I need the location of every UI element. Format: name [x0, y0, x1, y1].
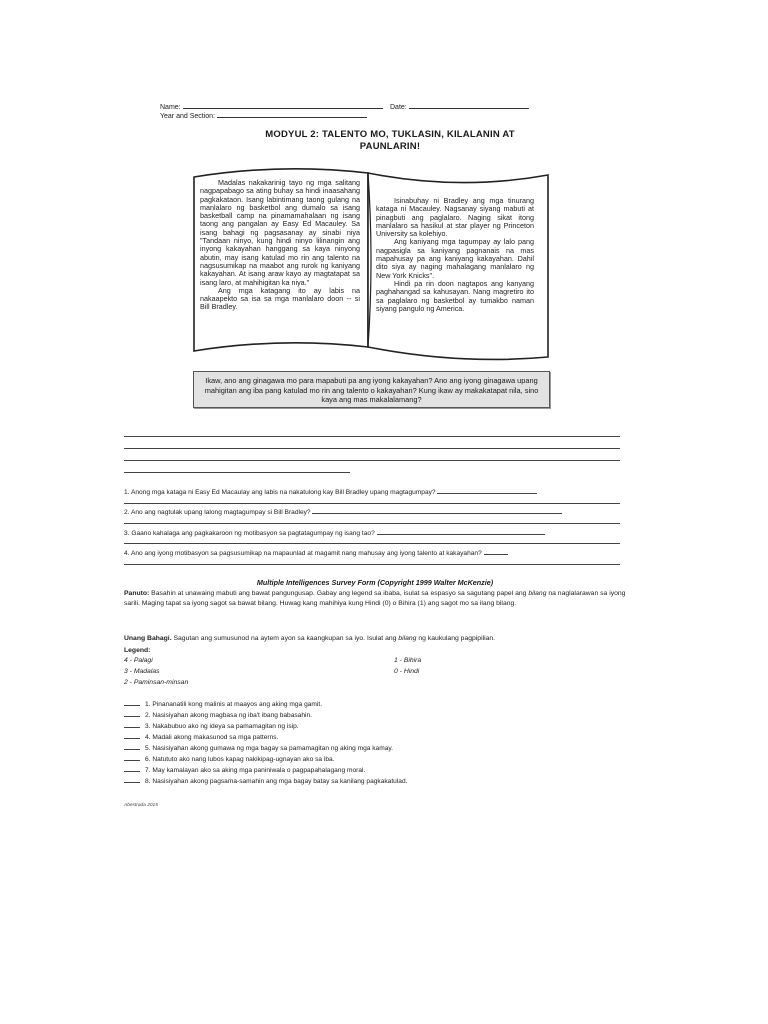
- panuto-text-1: Basahin at unawaing mabuti ang bawat pangungusap. Gabay ang legend sa ibaba, isulat sa espasyo sa sagutang papel ang: [149, 590, 529, 597]
- name-field: [160, 102, 383, 111]
- legend-item: 3 - Madalas: [124, 668, 160, 675]
- module-title-line2: PAUNLARIN!: [359, 141, 421, 152]
- legend-item: 4 - Palagi: [124, 657, 153, 664]
- panuto-bilang: bilang: [528, 590, 547, 597]
- survey-item-blank[interactable]: [124, 711, 140, 717]
- passage-left-column: [200, 179, 360, 312]
- date-label: Date:: [390, 104, 407, 111]
- survey-item: 3. Nakabubuo ako ng ideya sa pamamagitan ng isip.: [124, 722, 299, 730]
- survey-item-blank[interactable]: [124, 766, 140, 772]
- passage-left-para1: Madalas nakakarinig tayo ng mga salitang nagpapabago sa ating buhay sa hindi inaasahang pagkakataon. Isang labintimang taong gulang na manlalaro ng basketbol ang dumalo sa isang basketball camp na pinamamahalaan ng isang taong ang pangalan ay Easy Ed Macauley. Sa isang bahagi ng pagsasanay ay sinabi niya "Tandaan ninyo, kung hindi ninyo lilinangin ang inyong kakayahan hanggang sa kaya ninyong abutin, may isang katulad mo rin ang talento na nagsusumikap na maabot ang rurok ng kaniyang kakayahan. At isang araw kayo ay magtatapat sa isang laro, at mahihigitan ka niya.": [200, 178, 360, 287]
- answer-line[interactable]: [124, 543, 620, 544]
- survey-item-blank[interactable]: [124, 700, 140, 706]
- answer-line[interactable]: [124, 448, 620, 449]
- legend-item: 0 - Hindi: [394, 668, 420, 675]
- answer-line[interactable]: [124, 436, 620, 437]
- first-part-instructions: [124, 635, 495, 642]
- date-blank[interactable]: [409, 102, 529, 109]
- survey-item-blank[interactable]: [124, 733, 140, 739]
- answer-line[interactable]: [124, 472, 350, 473]
- question-1: [124, 488, 537, 496]
- question-3-blank[interactable]: [377, 529, 545, 535]
- survey-item: 5. Nasisiyahan akong gumawa ng mga bagay sa pamamagitan ng aking mga kamay.: [124, 744, 393, 752]
- legend-item: 2 - Paminsan-minsan: [124, 679, 189, 686]
- module-title: [180, 129, 600, 153]
- question-2-blank[interactable]: [312, 508, 562, 514]
- survey-instructions: [124, 589, 628, 609]
- module-title-line1: MODYUL 2: TALENTO MO, TUKLASIN, KILALANIN AT: [265, 129, 515, 140]
- question-1-text: 1. Anong mga kataga ni Easy Ed Macaulay ang labis na nakatulong kay Bill Bradley upang magtagumpay?: [124, 489, 436, 496]
- passage-left-para2: Ang mga katagang ito ay labis na nakaapekto sa isa sa mga manlalaro doon -- si Bill Bradley.: [200, 285, 360, 312]
- reflection-prompt-box: [193, 371, 550, 408]
- survey-item: 6. Natututo ako nang lubos kapag nakikipag-ugnayan ako sa iba.: [124, 755, 335, 763]
- name-blank[interactable]: [183, 102, 383, 109]
- passage-right-column: [376, 197, 534, 313]
- survey-item: 8. Nasisiyahan akong pagsama-samahin ang mga bagay batay sa kanilang pagkakatulad.: [124, 777, 407, 785]
- answer-line[interactable]: [124, 523, 620, 524]
- reflection-prompt-text: Ikaw, ano ang ginagawa mo para mapabuti pa ang iyong kakayahan? Ano ang iyong ginagawa upang mahigitan ang iba pang katulad mo rin ang talento o kakayahan? Kung ikaw ay makakatapat nila, sino kaya ang mas makalalamang?: [204, 376, 539, 404]
- survey-item-blank[interactable]: [124, 722, 140, 728]
- bahagi-text-2: ng kaukulang pagpipilian.: [416, 635, 496, 642]
- survey-item-blank[interactable]: [124, 744, 140, 750]
- question-2-text: 2. Ano ang nagtulak upang lalong magtagumpay si Bill Bradley?: [124, 509, 311, 516]
- question-4-blank[interactable]: [484, 549, 508, 555]
- bahagi-text: Sagutan ang sumusunod na aytem ayon sa kaangkupan sa iyo. Isulat ang: [171, 635, 399, 642]
- name-label: Name:: [160, 104, 181, 111]
- question-3: [124, 529, 545, 537]
- reading-book: [190, 161, 552, 361]
- passage-right-para1: Isinabuhay ni Bradley ang mga tinurang kataga ni Macauley. Nagsanay siyang mabuti at pinagbuti ang paglalaro. Naging sikat itong manlalaro sa hasikul at star player ng Princeton University sa kolehiyo.: [376, 196, 534, 239]
- survey-item: 2. Nasisiyahan akong magbasa ng iba't ibang babasahin.: [124, 711, 312, 719]
- question-1-blank[interactable]: [437, 488, 537, 494]
- survey-item-blank[interactable]: [124, 755, 140, 761]
- section-blank[interactable]: [217, 111, 367, 118]
- bahagi-bilang: bilang: [398, 635, 417, 642]
- panuto-label: Panuto:: [124, 590, 150, 597]
- question-2: [124, 508, 562, 516]
- survey-item: 7. May kamalayan ako sa aking mga paniniwala o pagpapahalagang moral.: [124, 766, 365, 774]
- survey-item: 1. Pinananatili kong malinis at maayos ang aking mga gamit.: [124, 700, 322, 708]
- survey-title: Multiple Intelligences Survey Form (Copyright 1999 Walter McKenzie): [256, 578, 494, 587]
- question-3-text: 3. Gaano kahalaga ang pagkakaroon ng motibasyon sa pagtatagumpay ng isang tao?: [124, 530, 375, 537]
- legend-item: 1 - Bihira: [394, 657, 422, 664]
- survey-item-blank[interactable]: [124, 777, 140, 783]
- section-label: Year and Section:: [160, 113, 216, 120]
- section-field: [160, 111, 367, 120]
- panuto-text-2: na naglalarawan sa iyong sarili. Maging tapat sa iyong sagot sa bawat bilang. Huwag kang mahihiya kung Hindi (0) o Bihira (1) ang sagot mo sa ilang bilang.: [124, 590, 626, 607]
- survey-item: 4. Madali akong makasunod sa mga patterns.: [124, 733, 278, 741]
- legend-label: Legend:: [124, 647, 151, 654]
- question-4-text: 4. Ano ang iyong motibasyon sa pagsusumikap na mapaunlad at magamit nang mahusay ang iyong talento at kakayahan?: [124, 550, 482, 557]
- question-4: [124, 549, 508, 557]
- answer-line[interactable]: [124, 503, 620, 504]
- passage-right-para2: Ang kaniyang mga tagumpay ay lalo pang nagpasigla sa kaniyang pagnanais na mas mapahusay pa ang kaniyang kakayahan. Dahil dito siya ay naging mahalagang manlalaro ng New York Knicks".: [376, 237, 534, 280]
- passage-right-para3: Hindi pa rin doon nagtapos ang kanyang paghahangad sa kahusayan. Nang magretiro ito sa paglalaro ng basketbol ay tumakbo naman siyang pangulo ng America.: [376, 278, 534, 313]
- date-field: [390, 102, 529, 111]
- answer-line[interactable]: [124, 564, 620, 565]
- author-credit: Abestrada 2015: [124, 803, 158, 808]
- bahagi-label: Unang Bahagi.: [124, 635, 172, 642]
- answer-line[interactable]: [124, 460, 620, 461]
